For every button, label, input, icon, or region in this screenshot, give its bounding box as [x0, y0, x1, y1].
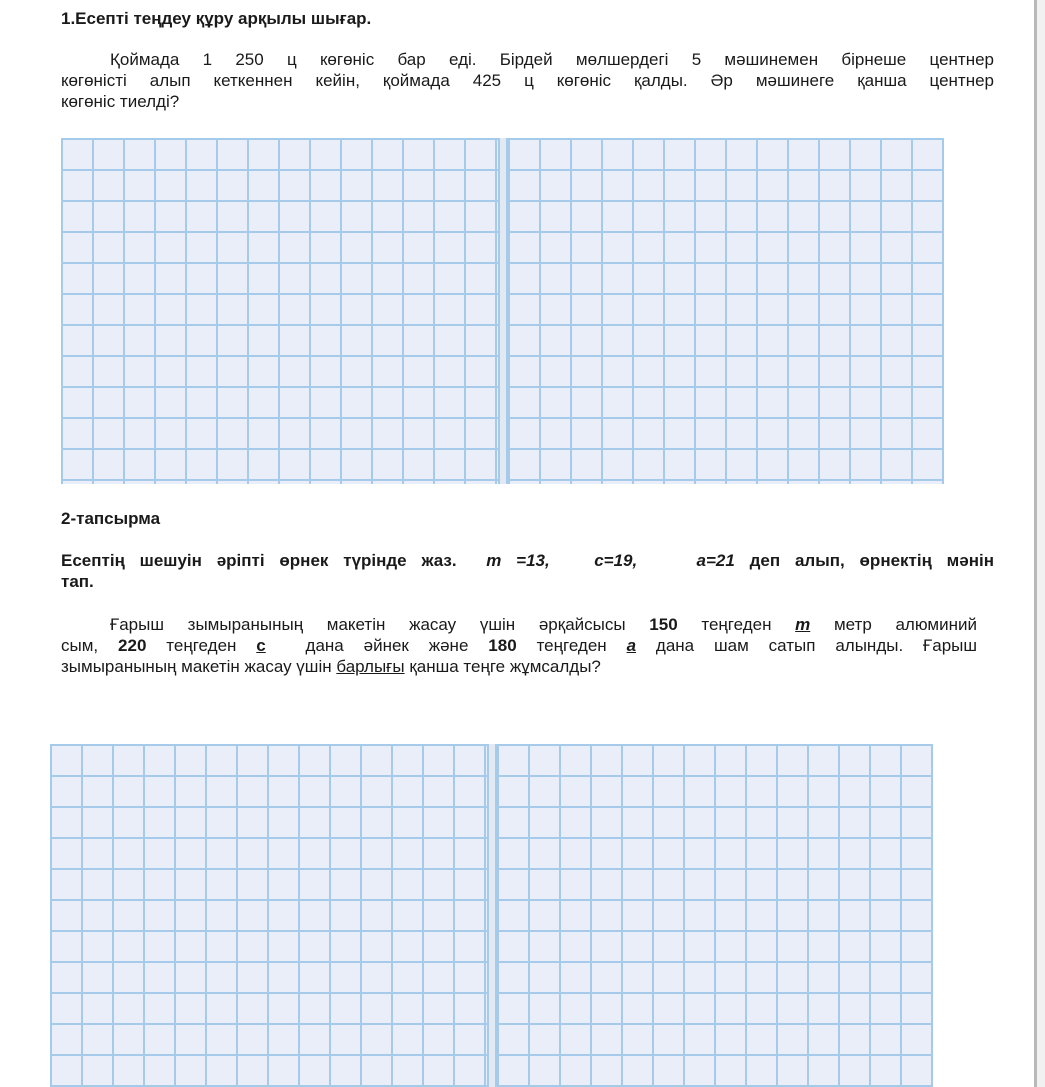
task2-line-3 — [61, 656, 977, 677]
task2-instruction-line-1 — [61, 550, 994, 571]
task1-heading: 1.Есепті теңдеу құру арқылы шығар. — [61, 9, 372, 28]
var-a-value: a=21 — [696, 551, 735, 570]
task2-heading: 2-тапсырма — [61, 509, 161, 528]
task2-instruction — [61, 550, 994, 592]
price-150: 150 — [649, 615, 678, 634]
underlined-word: барлығы — [336, 657, 405, 676]
text-span: теңгеден — [166, 636, 237, 655]
grid-fold — [498, 138, 508, 484]
text-span: сым, — [61, 636, 99, 655]
grid-sheet-right — [497, 744, 933, 1087]
answer-grid-2[interactable] — [50, 744, 933, 1087]
price-220: 220 — [118, 636, 147, 655]
var-a: а — [626, 636, 637, 655]
grid-fold — [487, 744, 497, 1087]
instruction-text: Есептің шешуін әріпті өрнек түрінде жаз. — [61, 551, 457, 570]
task2-line-2 — [61, 635, 977, 656]
text-span: теңгеден — [701, 615, 772, 634]
var-m: m — [795, 615, 811, 634]
text-span: метр алюминий — [833, 615, 977, 634]
task1-line-2: көгөністі алып кеткеннен кейін, қоймада 425 ц көгөніс қалды. Әр мәшинеге қанша центнер — [61, 71, 994, 90]
task2-instruction-line-2: тап. — [61, 572, 94, 591]
task1-problem-text — [61, 49, 994, 112]
task2-line-1 — [61, 614, 977, 635]
grid-sheet-right — [508, 138, 944, 484]
text-span: дана әйнек және — [305, 636, 469, 655]
var-m-value: m =13, — [486, 551, 550, 570]
viewer-background-strip — [1037, 0, 1045, 1087]
instruction-text-2: деп алып, өрнектің мәнін — [749, 551, 994, 570]
var-c-value: c=19, — [594, 551, 638, 570]
text-span: зымыранының макетін жасау үшін — [61, 657, 332, 676]
text-span: теңгеден — [536, 636, 607, 655]
var-c: с — [256, 636, 266, 655]
text-span: дана шам сатып алынды. Ғарыш — [655, 636, 978, 655]
task2-problem-text — [61, 614, 977, 677]
price-180: 180 — [488, 636, 517, 655]
grid-sheet-left — [50, 744, 487, 1087]
task1-line-1: Қоймада 1 250 ц көгөніс бар еді. Бірдей мөлшердегі 5 мәшинемен бірнеше центнер — [110, 50, 994, 69]
answer-grid-1[interactable] — [61, 138, 944, 484]
text-span: қанша теңге жұмсалды? — [409, 657, 601, 676]
text-span: Ғарыш зымыранының макетін жасау үшін әрқайсысы — [110, 615, 626, 634]
task1-line-3: көгөніс тиелді? — [61, 92, 180, 111]
grid-sheet-left — [61, 138, 498, 484]
